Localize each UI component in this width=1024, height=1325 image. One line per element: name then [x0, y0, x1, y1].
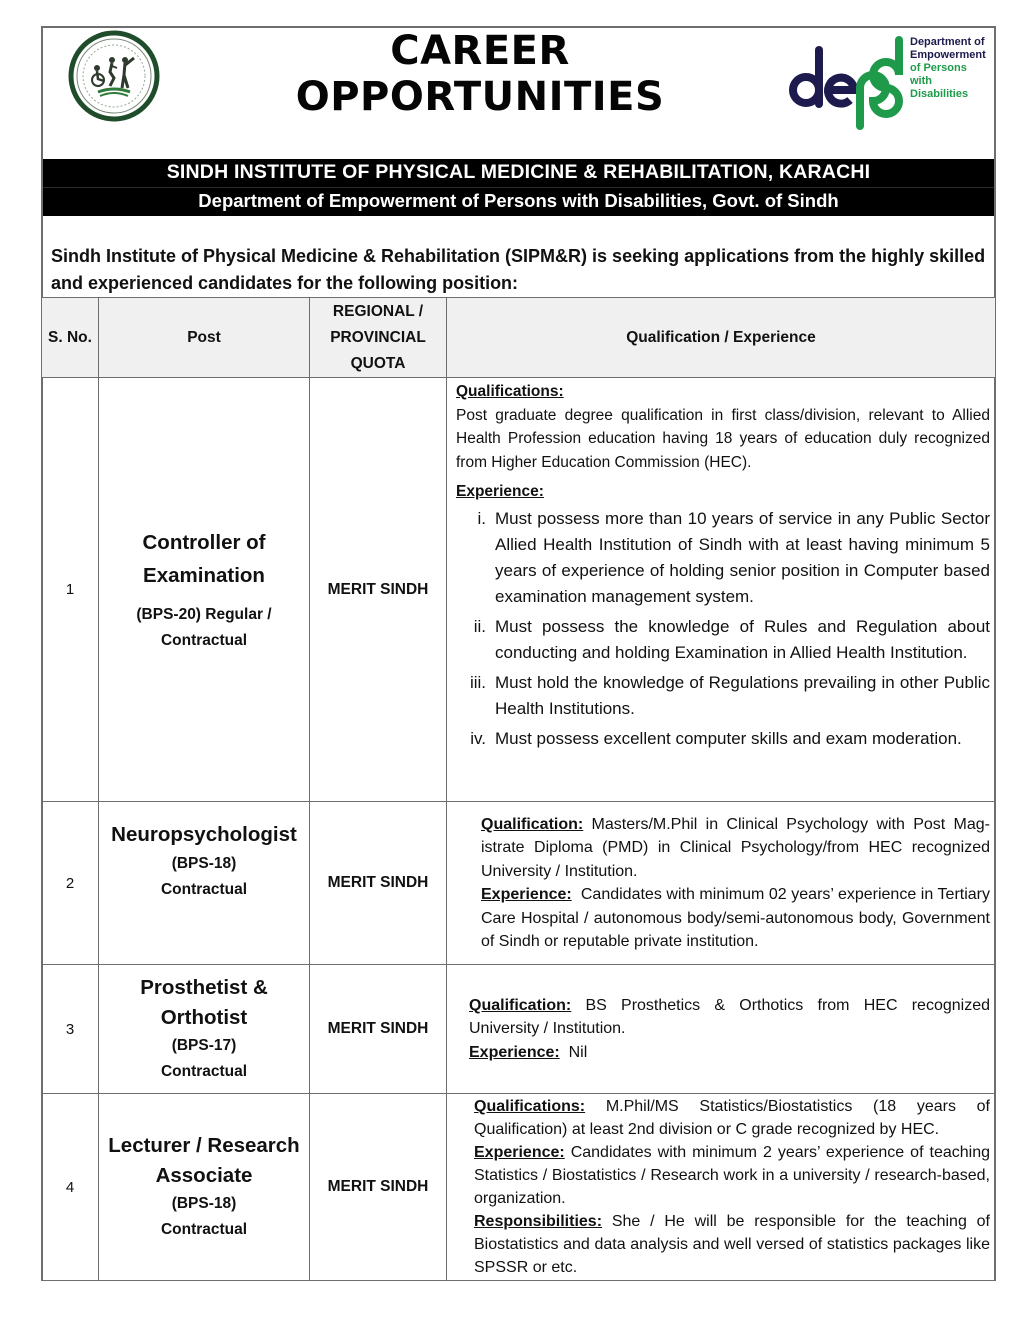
experience-label: Experience:	[474, 1144, 565, 1161]
post-grade-line-1: (BPS-18)	[171, 1195, 237, 1212]
experience-paragraph	[474, 1141, 990, 1210]
post-title-line-1: Neuropsychologist	[111, 823, 297, 846]
item-text: Must hold the knowledge of Regulations prevailing in other Public Health Institutions.	[495, 672, 990, 718]
department-name: Department of Empowerment of Persons with Disabilities, Govt. of Sindh	[198, 190, 839, 211]
post-grade-line-2: Contractual	[160, 1221, 248, 1238]
experience-paragraph	[481, 883, 995, 954]
post-title-line-2: Associate	[155, 1164, 253, 1187]
header-quota-line-2: PROVINCIAL	[330, 328, 426, 346]
row-quota: MERIT SINDH	[310, 1094, 447, 1281]
item-text: Must possess the knowledge of Rules and Regulation about conducting and holding Examination in Allied Health Institution.	[495, 616, 990, 662]
experience-text: Candidates with minimum 2 years’ experience of teaching Statistics / Biostatistics / Research work in a university / research-based, organization.	[474, 1144, 990, 1207]
item-text: Must possess excellent computer skills and exam moderation.	[495, 728, 962, 748]
item-number: iv.	[470, 728, 486, 748]
item-number: iii.	[469, 672, 486, 692]
row-quota: MERIT SINDH	[310, 378, 447, 802]
page-title: CAREER OPPORTUNITIES	[295, 28, 665, 120]
row-qualification	[447, 378, 996, 802]
responsibilities-label: Responsibilities:	[474, 1213, 603, 1230]
row-post	[99, 802, 310, 965]
post-grade-line-2: Contractual	[160, 881, 248, 898]
positions-table	[41, 297, 996, 1281]
item-number: ii.	[473, 616, 486, 636]
row-quota: MERIT SINDH	[310, 965, 447, 1094]
header-sno: S. No.	[42, 298, 99, 378]
post-grade-line-2: Contractual	[160, 1063, 248, 1080]
table-row	[42, 378, 996, 802]
responsibilities-text: She / He will be responsible for the teaching of Biostatistics and data analysis and well versed of statistics packages like SPSSR or etc.	[474, 1213, 990, 1276]
row-qualification	[447, 1094, 996, 1281]
qualification-label: Qualification:	[481, 815, 584, 833]
experience-label: Experience:	[456, 483, 544, 500]
header-quota-line-1: REGIONAL /	[332, 302, 424, 320]
row-sno: 3	[42, 965, 99, 1094]
row-sno: 1	[42, 378, 99, 802]
depd-logo	[788, 30, 984, 132]
sipmr-emblem-logo	[68, 30, 160, 122]
post-title-line-1: Lecturer / Research	[108, 1134, 300, 1157]
depd-line-3: of Persons with	[910, 62, 967, 87]
experience-item	[456, 670, 990, 722]
post-title-line-1: Controller of	[142, 530, 266, 554]
experience-item	[456, 726, 990, 752]
experience-label: Experience:	[469, 1043, 560, 1061]
depd-line-4: Disabilities	[910, 88, 969, 100]
qualification-label: Qualification:	[469, 996, 572, 1014]
post-title-line-2: Examination	[143, 563, 265, 587]
qualifications-paragraph	[474, 1095, 990, 1141]
row-quota: MERIT SINDH	[310, 802, 447, 965]
qualification-paragraph	[469, 994, 990, 1041]
table-row	[42, 965, 996, 1094]
qualification-paragraph	[481, 813, 990, 884]
depd-line-1: Department of	[910, 36, 985, 48]
post-grade-line-1: (BPS-17)	[171, 1037, 237, 1054]
post-title-line-2: Orthotist	[160, 1006, 248, 1029]
table-row	[42, 1094, 996, 1281]
post-title-line-1: Prosthetist &	[140, 976, 268, 999]
qualification-text: BS Prosthetics & Orthotics from HEC recognized University / Institution.	[469, 996, 990, 1038]
post-grade-line-2: Contractual	[160, 631, 248, 649]
post-grade-line-1: (BPS-18)	[171, 855, 237, 872]
row-post	[99, 965, 310, 1094]
qualifications-text: Post graduate degree qualification in first class/division, relevant to Allied Health Profession education having 18 years of education duly recognized from Higher Education Commission (HEC).	[456, 406, 990, 471]
experience-paragraph	[469, 1041, 990, 1065]
responsibilities-paragraph	[474, 1210, 990, 1279]
depd-mark-icon	[788, 30, 906, 130]
institute-banner	[43, 159, 994, 216]
experience-item	[456, 506, 990, 610]
row-sno: 4	[42, 1094, 99, 1281]
row-qualification	[447, 802, 996, 965]
experience-text: Candidates with minimum 02 years’ experience in Tertiary Care Hospital / autonomous body/semi-autonomous body, Government of Sindh or reputable private institution.	[481, 886, 995, 950]
row-qualification	[447, 965, 996, 1094]
qualifications-label: Qualifications:	[474, 1098, 586, 1115]
experience-label: Experience:	[481, 886, 572, 903]
header-quota-line-3: QUOTA	[350, 354, 406, 372]
item-text: Must possess more than 10 years of service in any Public Sector Allied Health Institution of Sindh with at least having minimum 5 years of experience of holding senior position in Computer based examination management system.	[495, 508, 990, 606]
item-number: i.	[477, 508, 486, 528]
header-quota	[310, 298, 447, 378]
experience-text: Nil	[559, 1043, 588, 1061]
header-qualification: Qualification / Experience	[447, 298, 996, 378]
post-grade-line-1: (BPS-20) Regular /	[136, 605, 272, 623]
experience-item	[456, 614, 990, 666]
intro-paragraph: Sindh Institute of Physical Medicine & Rehabilitation (SIPM&R) is seeking applications from the highly skilled and experienced candidates for the following position:	[51, 246, 986, 293]
qualifications-text: M.Phil/MS Statistics/Biostatistics (18 years of Qualification) at least 2nd division or C grade recognized by HEC.	[474, 1098, 990, 1138]
row-sno: 2	[42, 802, 99, 965]
table-row	[42, 802, 996, 965]
experience-list	[456, 506, 990, 752]
row-post	[99, 1094, 310, 1281]
qualification-text: Masters/M.Phil in Clinical Psychology with Post Mag-istrate Diploma (PMD) in Clinical Psychology/from HEC recognized University / Institution.	[481, 815, 990, 880]
row-post	[99, 378, 310, 802]
depd-line-2: Empowerment	[910, 49, 986, 61]
header-post: Post	[99, 298, 310, 378]
institute-name: SINDH INSTITUTE OF PHYSICAL MEDICINE & REHABILITATION, KARACHI	[166, 161, 871, 183]
table-header-row	[42, 298, 996, 378]
banner-divider	[43, 187, 994, 188]
qualifications-label: Qualifications:	[456, 383, 564, 400]
